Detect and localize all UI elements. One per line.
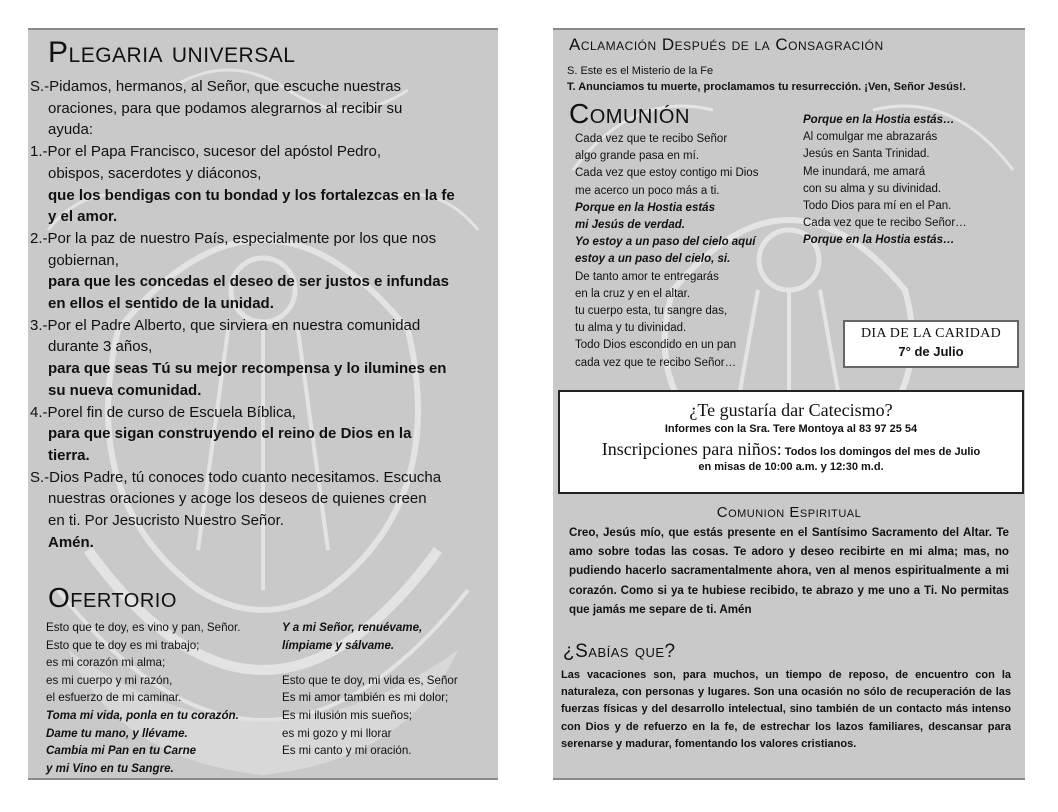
text-line: estoy a un paso del cielo, si. (575, 253, 731, 266)
text-line: límpiame y sálvame. (282, 638, 395, 652)
text-line: en la cruz y en el altar. (575, 287, 691, 300)
espiritual-title: Comunion Espiritual (716, 504, 862, 521)
text-line: Es mi canto y mi oración. (282, 744, 412, 758)
text-line: Porque en la Hostia estás… (803, 114, 955, 126)
text-line: 1.-Por el Papa Francisco, sucesor del apóstol Pedro, (30, 143, 382, 161)
text-line: con su alma y su divinidad. (803, 182, 942, 195)
caridad-title: DIA DE LA CARIDAD (860, 326, 1002, 341)
text-line: que los bendigas con tu bondad y los fortalezcas en la fe (48, 186, 455, 204)
inscripciones-line (560, 439, 1022, 460)
aclamacion-title: Aclamación Después de la Consagración (569, 35, 884, 54)
text-line: mi Jesús de verdad. (575, 219, 685, 232)
text-line: tu alma y tu divinidad. (575, 322, 687, 335)
plegaria-title: Plegaria universal (48, 36, 296, 69)
aclamacion-t: T. Anunciamos tu muerte, proclamamos tu resurrección. ¡Ven, Señor Jesús!. (567, 81, 966, 93)
text-line: para que sigan construyendo el reino de Dios en la (48, 425, 412, 443)
text-line: Amén. (48, 533, 94, 551)
inscripciones-line2: en misas de 10:00 a.m. y 12:30 m.d. (698, 461, 884, 473)
text-line: Porque en la Hostia estás… (803, 234, 955, 247)
inscripciones-text: Todos los domingos del mes de Julio (781, 446, 981, 458)
text-line: su nueva comunidad. (48, 381, 202, 399)
catecismo-box (558, 390, 1024, 494)
text-line: Dame tu mano, y llévame. (46, 726, 188, 740)
text-line: Esto que te doy, mi vida es, Señor (282, 673, 458, 687)
text-line: Me inundará, me amará (803, 165, 926, 178)
text-line: S.-Dios Padre, tú conoces todo cuanto necesitamos. Escucha (30, 468, 442, 486)
sabias-title: ¿Sabías que? (563, 641, 676, 662)
text-line: Esto que te doy es mi trabajo; (46, 638, 200, 652)
text-line: Todo Dios para mí en el Pan. (803, 200, 952, 213)
text-line: Todo Dios escondido en un pan (575, 339, 737, 352)
plegaria-body (30, 76, 496, 553)
text-line: Cada vez que te recibo Señor… (803, 217, 967, 230)
text-line: gobiernan, (48, 251, 119, 269)
text-line: para que seas Tú su mejor recompensa y lo ilumines en (48, 360, 447, 378)
ofertorio-col1 (46, 619, 281, 777)
text-line: tierra. (48, 446, 90, 464)
text-line: durante 3 años, (48, 338, 153, 356)
text-line (282, 654, 496, 672)
text-line: Cambia mi Pan en tu Carne (46, 744, 197, 758)
text-line: Y a mi Señor, renuévame, (282, 621, 423, 634)
text-line: es mi cuerpo y mi razón, (46, 673, 173, 687)
espiritual-text: Creo, Jesús mío, que estás presente en el Santísimo Sacramento del Altar. Te amo sobre todas las cosas. Te adoro y deseo recibirte en mi alma; mas, no pudiendo hacerlo sacramentalmente ahora, ven al menos espiritualmente a mi corazón. Como si ya te hubiese recibido, te abrazo y me uno a Ti. No permitas que jamás me separe de ti. Amén (569, 526, 1009, 616)
text-line: Porque en la Hostia estás (575, 201, 715, 214)
comunion-title: Comunión (569, 98, 690, 129)
sabias-text: Las vacaciones son, para muchos, un tiempo de reposo, de encuentro con la naturaleza, con personas y lugares. Son una ocasión no sólo de recuperación de las fuerzas físicas y del desarrollo intelectual, sino también de un contacto más intenso con Dios y de refuerzo en la fe, de estrechar los lazos familiares, descansar para serenarse y madurar, fomentando los valores cristianos. (561, 669, 1011, 750)
text-line: tu cuerpo esta, tu sangre das, (575, 305, 728, 318)
text-line: nuestras oraciones y acoge los deseos de quienes creen (48, 490, 427, 508)
left-page (28, 28, 498, 780)
text-line: Yo estoy a un paso del cielo aquí (575, 236, 756, 249)
text-line: 4.-Porel fin de curso de Escuela Bíblica, (30, 403, 296, 421)
text-line: en ti. Por Jesucristo Nuestro Señor. (48, 512, 284, 530)
text-line: Al comulgar me abrazarás (803, 131, 938, 144)
text-line: Esto que te doy, es vino y pan, Señor. (46, 621, 241, 634)
text-line: oraciones, para que podamos alegrarnos al recibir su (48, 99, 403, 117)
text-line: algo grande pasa en mí. (575, 150, 700, 163)
right-page (553, 28, 1025, 780)
text-line: para que les concedas el deseo de ser justos e infundas (48, 273, 449, 291)
comunion-col2 (803, 112, 1018, 250)
text-line: cada vez que te recibo Señor… (575, 356, 737, 369)
text-line: obispos, sacerdotes y diáconos, (48, 164, 262, 182)
text-line: el esfuerzo de mi caminar. (46, 691, 182, 705)
text-line: y mi Vino en tu Sangre. (46, 761, 174, 775)
text-line: Es mi amor también es mi dolor; (282, 691, 449, 705)
caridad-date: 7° de Julio (898, 344, 964, 359)
text-line: Es mi ilusión mis sueños; (282, 708, 413, 722)
text-line: y el amor. (48, 208, 118, 226)
catecismo-info: Informes con la Sra. Tere Montoya al 83 97 25 54 (664, 423, 918, 435)
text-line: 2.-Por la paz de nuestro País, especialmente por los que nos (30, 229, 437, 247)
text-line: Toma mi vida, ponla en tu corazón. (46, 708, 239, 722)
text-line: es mi gozo y mi llorar (282, 726, 392, 740)
text-line: en ellos el sentido de la unidad. (48, 295, 274, 313)
catecismo-question: ¿Te gustaría dar Catecismo? (689, 400, 893, 420)
text-line: ayuda: (48, 121, 94, 139)
inscripciones-label: Inscripciones para niños: (601, 439, 782, 459)
text-line: Jesús en Santa Trinidad. (803, 148, 930, 161)
text-line: es mi corazón mi alma; (46, 656, 166, 670)
ofertorio-title: Ofertorio (48, 582, 177, 613)
text-line: De tanto amor te entregarás (575, 270, 719, 283)
caridad-box (843, 320, 1019, 368)
aclamacion-s: S. Este es el Misterio de la Fe (567, 65, 714, 77)
text-line: Cada vez que te recibo Señor (575, 133, 728, 145)
ofertorio-col2 (282, 619, 496, 760)
text-line: S.-Pidamos, hermanos, al Señor, que escuche nuestras (30, 78, 402, 95)
comunion-col1 (575, 131, 795, 372)
text-line: Cada vez que estoy contigo mi Dios (575, 167, 759, 180)
text-line: me acerco un poco más a ti. (575, 184, 720, 197)
text-line: 3.-Por el Padre Alberto, que sirviera en nuestra comunidad (30, 316, 421, 334)
